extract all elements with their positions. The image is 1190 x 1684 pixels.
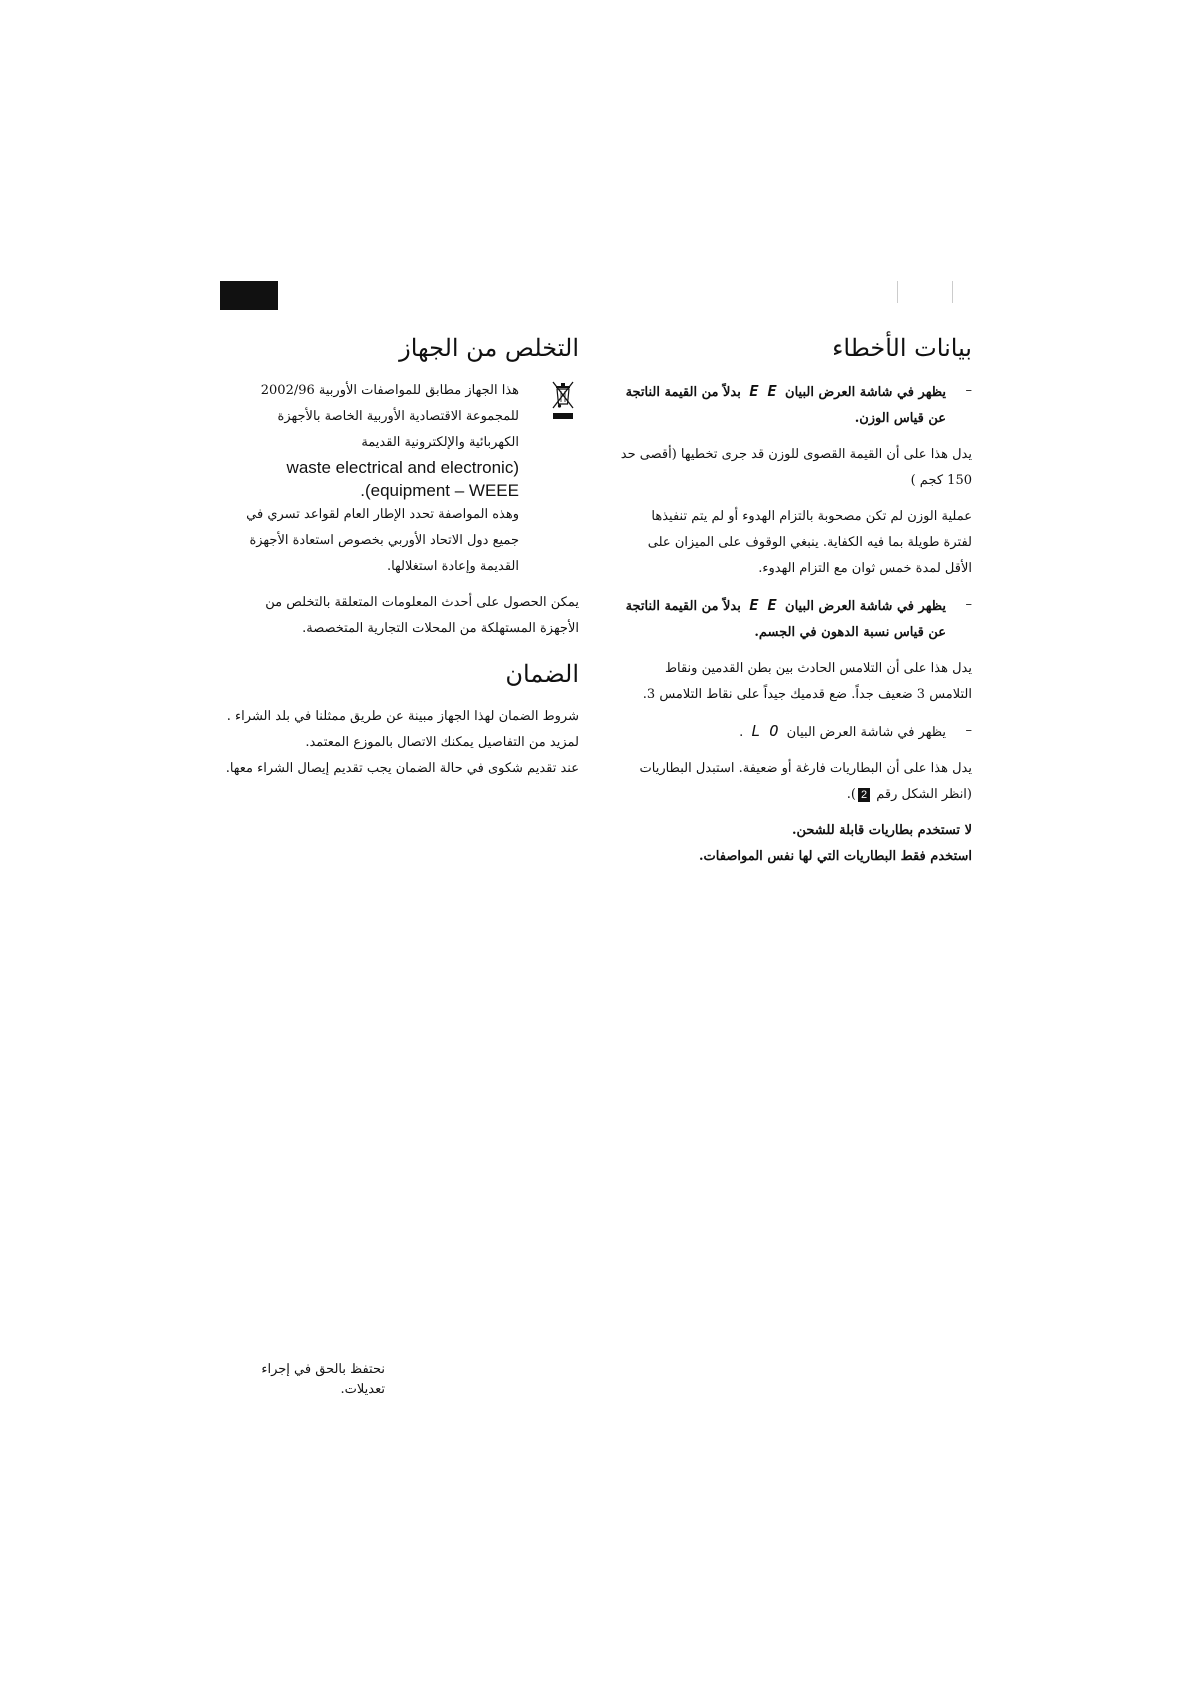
errors-heading: بيانات الأخطاء [832, 334, 972, 362]
display-code: E E [749, 382, 777, 400]
error-item-text: يظهر في شاشة العرض البيان [785, 599, 946, 614]
disposal-info-text: يمكن الحصول على أحدث المعلومات المتعلقة بالتخلص من الأجهزة المستهلكة من المحلات التجارية المتخصصة. [265, 595, 579, 636]
warranty-line: شروط الضمان لهذا الجهاز مبينة عن طريق ممثلنا في بلد الشراء . [226, 709, 579, 724]
error-explanation: يدل هذا على أن التلامس الحادث بين بطن القدمين ونقاط التلامس 3 ضعيف جداً. ضع قدميك جيداً على نقاط التلامس 3. [642, 661, 972, 702]
error-item-text: . [739, 725, 744, 740]
error-explanation-text: ). [846, 787, 856, 802]
error-item-text: بدلاً من القيمة الناتجة عن قياس نسبة الدهون في الجسم. [625, 599, 946, 640]
page-language-tab [220, 281, 278, 310]
error-explanation [620, 756, 972, 808]
error-item-text: يظهر في شاشة العرض البيان [785, 385, 946, 400]
errors-section [620, 330, 972, 870]
disposal-heading: التخلص من الجهاز [399, 334, 579, 362]
display-code: E E [749, 596, 777, 614]
error-item-ee-fat [620, 592, 972, 646]
error-explanation: يدل هذا على أن القيمة القصوى للوزن قد جرى تخطيها (أقصى حد 150 كجم ) [620, 447, 972, 488]
warranty-heading: الضمان [505, 660, 579, 688]
weee-english-line: .(equipment – WEEE [360, 481, 519, 500]
error-item-lo [620, 718, 972, 746]
list-dash: – [965, 597, 972, 612]
warranty-line: لمزيد من التفاصيل يمكنك الاتصال بالموزع المعتمد. [305, 735, 579, 750]
figure-number-badge: 2 [858, 788, 870, 802]
weee-english-line: waste electrical and electronic) [286, 458, 519, 477]
error-item-text: بدلاً من القيمة الناتجة عن قياس الوزن. [625, 385, 946, 426]
weee-directive-text: هذا الجهاز مطابق للمواصفات الأوربية 2002/96 للمجموعة الاقتصادية الأوربية الخاصة بالأجهزة الكهربائية والإلكترونية القديمة [260, 383, 519, 450]
crossed-out-wheelie-bin-icon [551, 380, 575, 422]
error-item-text: يظهر في شاشة العرض البيان [786, 725, 946, 740]
warranty-line: عند تقديم شكوى في حالة الضمان يجب تقديم إيصال الشراء معها. [225, 761, 579, 776]
list-dash: – [965, 723, 972, 738]
battery-warning: لا تستخدم بطاريات قابلة للشحن. [791, 823, 972, 838]
error-explanation: عملية الوزن لم تكن مصحوبة بالتزام الهدوء أو لم يتم تنفيذها لفترة طويلة بما فيه الكفاية. ينبغي الوقوف على الميزان على الأقل لمدة خمس ثوان مع التزام الهدوء. [647, 509, 972, 576]
error-item-ee-weight [620, 378, 972, 432]
display-code: L O [751, 722, 779, 740]
disposal-warranty-section [225, 330, 579, 782]
battery-warning: استخدم فقط البطاريات التي لها نفس المواصفات. [699, 849, 972, 864]
footer-note: نحتفظ بالحق في إجراء تعديلات. [261, 1362, 385, 1397]
weee-framework-text: وهذه المواصفة تحدد الإطار العام لقواعد تسري في جميع دول الاتحاد الأوربي بخصوص استعادة الأجهزة القديمة وإعادة استغلالها. [246, 507, 519, 574]
crop-mark [952, 281, 953, 303]
crop-mark [897, 281, 898, 303]
weee-block [225, 378, 579, 580]
list-dash: – [965, 383, 972, 398]
error-explanation-text: يدل هذا على أن البطاريات فارغة أو ضعيفة. استبدل البطاريات (انظر الشكل رقم [639, 761, 972, 802]
